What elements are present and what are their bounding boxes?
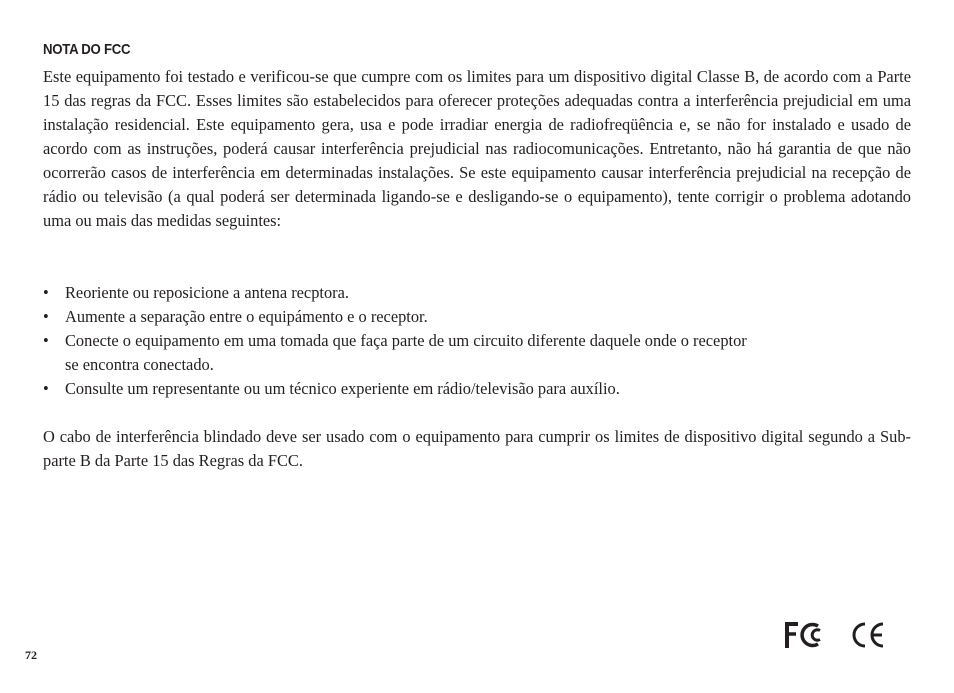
fcc-logo-icon	[784, 619, 828, 651]
closing-paragraph: O cabo de interferência blindado deve ser usado com o equipamento para cumprir os limites de dispositivo digital segundo a Sub-parte B da Parte 15 das Regras da FCC.	[43, 427, 911, 470]
list-item-text: Aumente a separação entre o equipámento e o receptor.	[65, 307, 428, 326]
list-item-text: se encontra conectado.	[65, 355, 214, 374]
list-item-text: Consulte um representante ou um técnico experiente em rádio/televisão para auxílio.	[65, 379, 620, 398]
intro-paragraph: Este equipamento foi testado e verificou-se que cumpre com os limites para um dispositivo digital Classe B, de acordo com a Parte 15 das regras da FCC. Esses limites são estabelecidos para oferecer proteções adequadas contra a interferência prejudicial em uma instalação residencial. Este equipamento gera, usa e pode irradiar energia de radiofreqüência e, se não for instalado e usado de acordo com as instruções, poderá causar interferência prejudicial nas radiocomunicações. Entretanto, não há garantia de que não ocorrerão casos de interferência em determinadas instalações. Se este equipamento causar interferência prejudicial na recepção de rádio ou televisão (a qual poderá ser determinada ligando-se e desligando-se o equipamento), tente corrigir o problema adotando uma ou mais das medidas seguintes:	[43, 67, 911, 230]
bullet-icon: •	[43, 283, 49, 302]
list-item-text: Reoriente ou reposicione a antena recptora.	[65, 283, 349, 302]
list-item	[43, 305, 911, 329]
bullet-icon: •	[43, 379, 49, 398]
bullet-icon: •	[43, 331, 49, 350]
ce-mark-icon	[849, 619, 887, 651]
fcc-note-heading: NOTA DO FCC	[43, 41, 131, 58]
list-item-continuation	[43, 353, 911, 377]
bullet-icon: •	[43, 307, 49, 326]
list-item	[43, 329, 911, 353]
list-item	[43, 281, 911, 305]
measures-list	[43, 281, 911, 401]
list-item	[43, 377, 911, 401]
page-number: 72	[25, 648, 37, 662]
list-item-text: Conecte o equipamento em uma tomada que faça parte de um circuito diferente daquele onde o receptor	[65, 331, 747, 350]
